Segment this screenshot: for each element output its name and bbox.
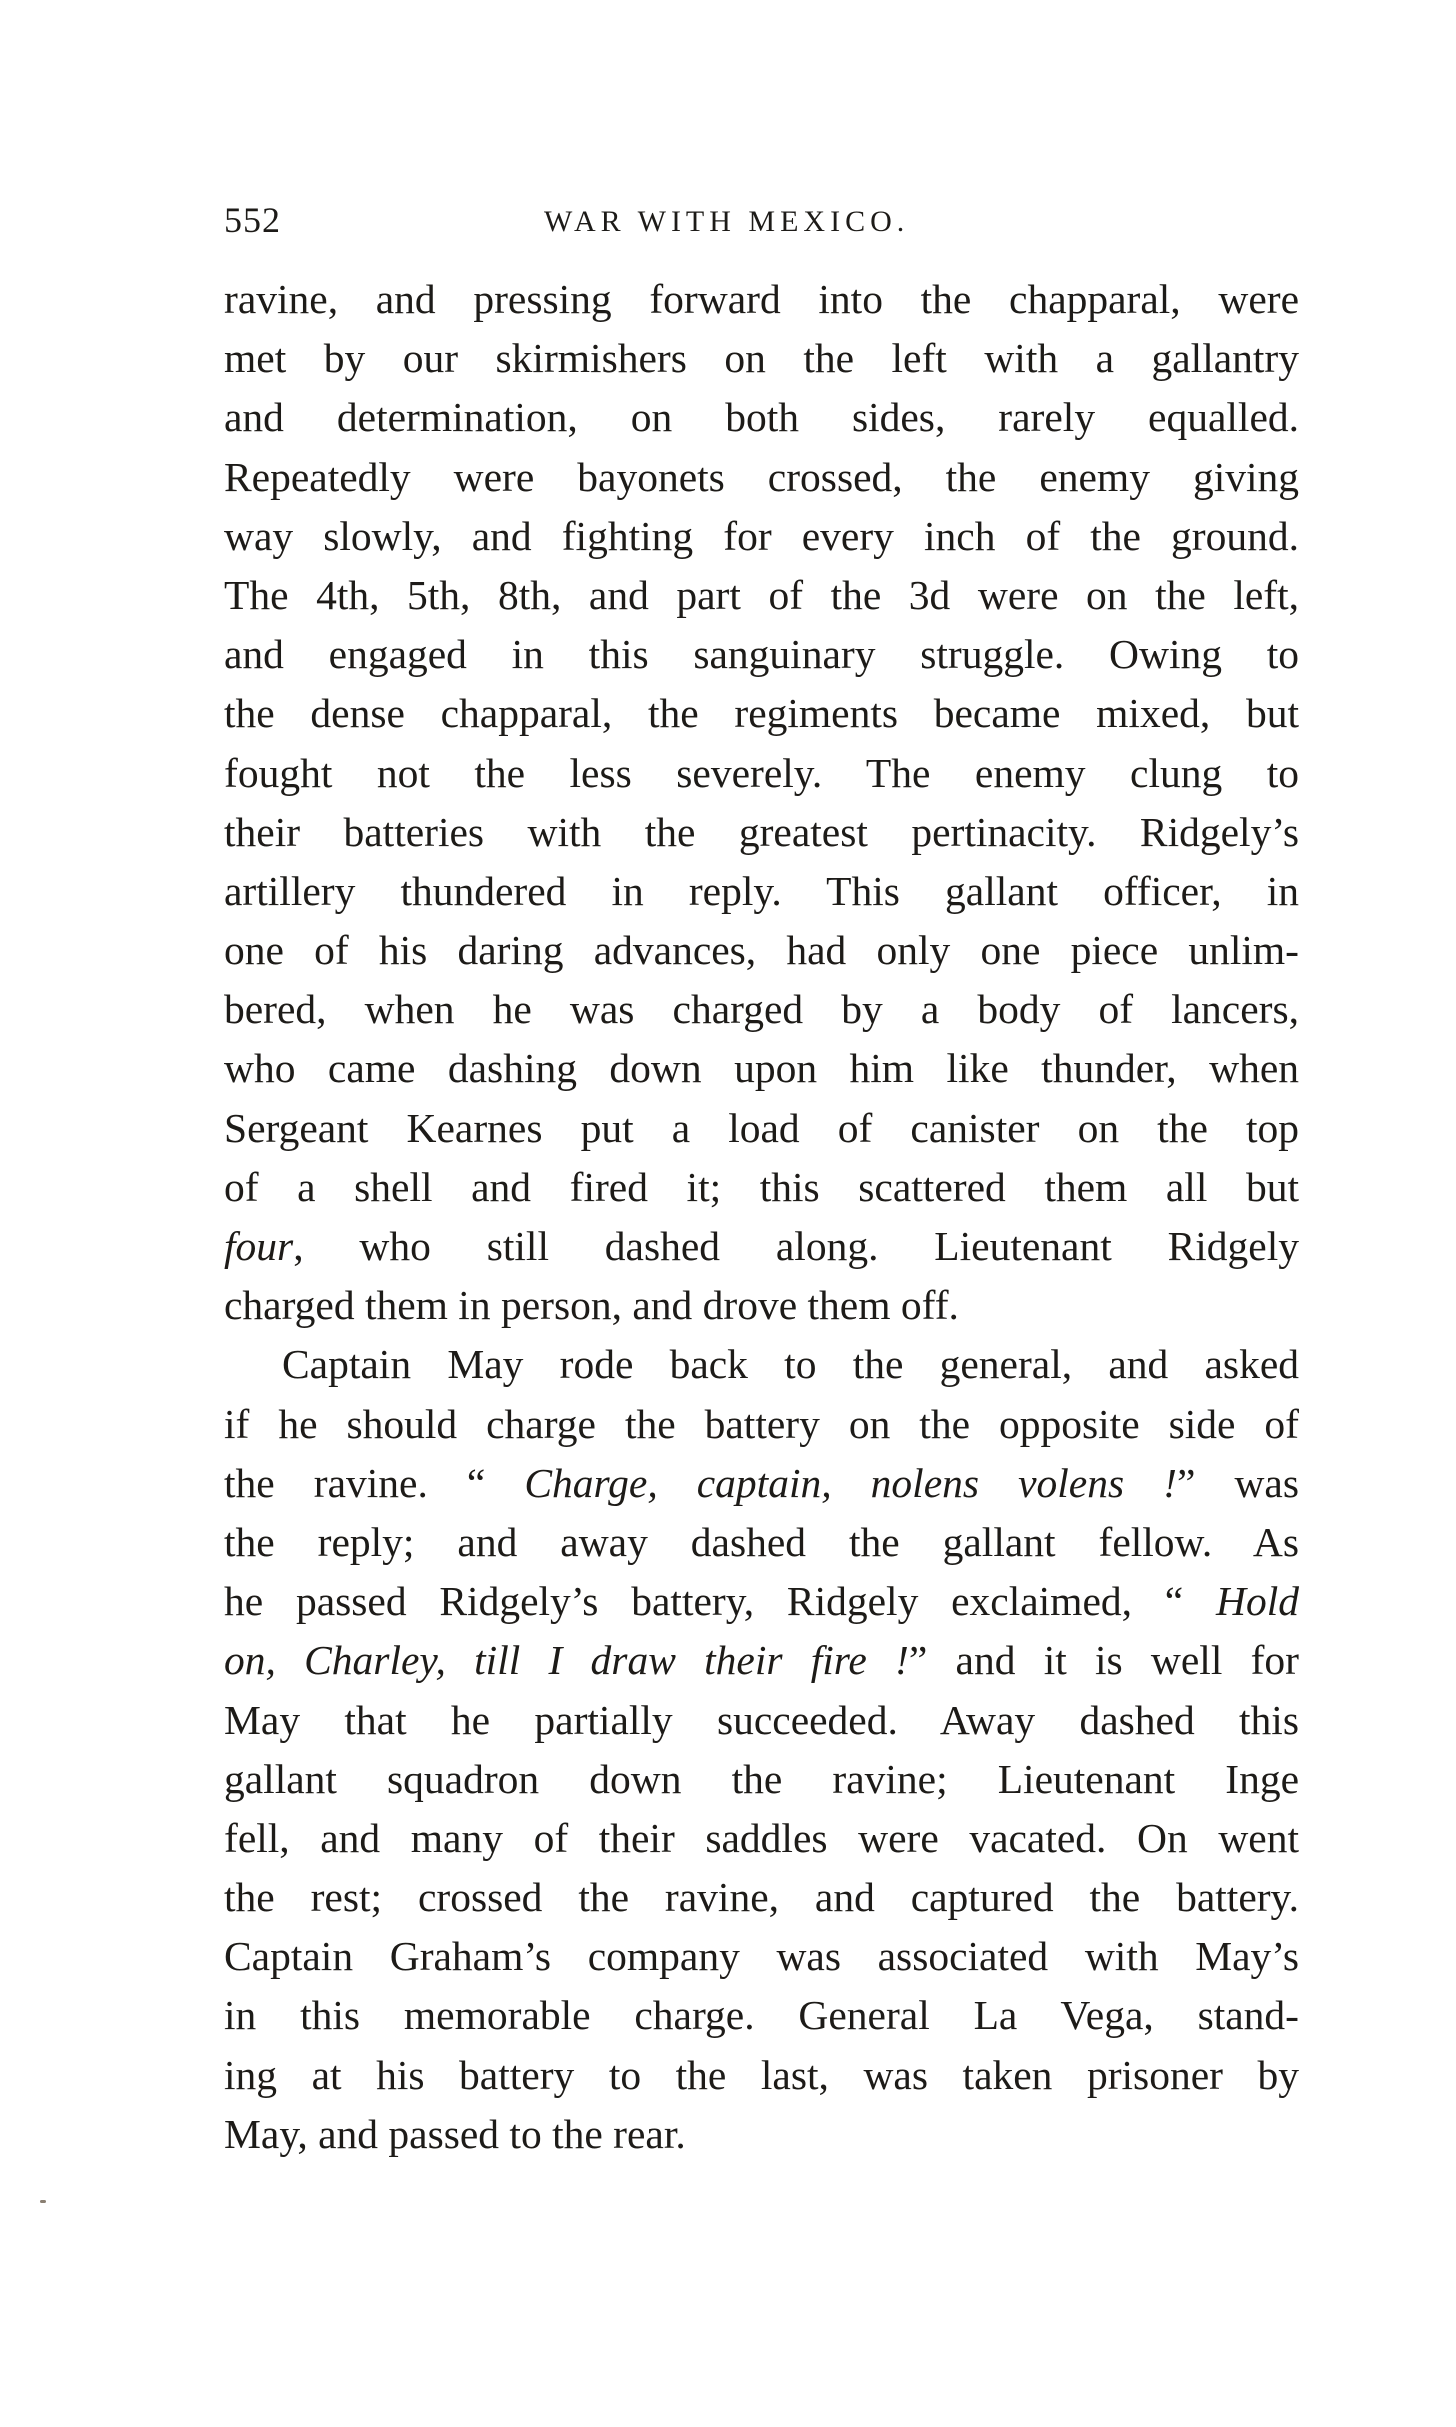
text-run: Captain May rode back to the general, and asked (282, 1341, 1299, 1388)
text-line (224, 2105, 1299, 2164)
text-line (224, 744, 1299, 803)
text-run: May that he partially succeeded. Away dashed this (224, 1696, 1299, 1743)
text-run: charged them in person, and drove them off. (224, 1282, 959, 1329)
text-line (224, 1039, 1299, 1098)
text-run: and determination, on both sides, rarely equalled. (224, 394, 1299, 441)
text-line (224, 980, 1299, 1039)
text-run: bered, when he was charged by a body of lancers, (224, 986, 1299, 1033)
text-line (224, 1691, 1299, 1750)
text-line (224, 388, 1299, 447)
text-run: if he should charge the battery on the opposite side of (224, 1400, 1299, 1447)
text-run: the ravine. “ (224, 1459, 525, 1506)
text-run: ing at his battery to the last, was taken prisoner by (224, 2051, 1299, 2098)
text-run: fought not the less severely. The enemy clung to (224, 749, 1299, 796)
text-line (224, 1868, 1299, 1927)
text-line (224, 2046, 1299, 2105)
text-run: Repeatedly were bayonets crossed, the enemy giving (224, 453, 1299, 500)
text-run: the reply; and away dashed the gallant fellow. As (224, 1518, 1299, 1565)
text-line (224, 862, 1299, 921)
text-line (224, 1158, 1299, 1217)
text-line (224, 270, 1299, 329)
running-head: WAR WITH MEXICO. (544, 205, 910, 238)
text-run: of a shell and fired it; this scattered them all but (224, 1163, 1299, 1210)
page-header (224, 196, 1299, 252)
text-run: Captain Graham’s company was associated with May’s (224, 1933, 1299, 1980)
italic-phrase: Hold (1216, 1578, 1299, 1625)
text-line (224, 1276, 1299, 1335)
text-run: , who still dashed along. Lieutenant Ridgely (293, 1223, 1299, 1269)
text-line (224, 448, 1299, 507)
text-run: in this memorable charge. General La Vega, stand- (224, 1992, 1299, 2039)
text-run: and engaged in this sanguinary struggle. Owing to (224, 631, 1299, 678)
text-line (224, 1927, 1299, 1986)
italic-phrase: Charge, captain, nolens volens ! (524, 1459, 1177, 1506)
text-run: ravine, and pressing forward into the chapparal, were (224, 276, 1299, 322)
text-run: the dense chapparal, the regiments became mixed, but (224, 690, 1299, 737)
text-line (224, 1217, 1299, 1276)
text-run: Sergeant Kearnes put a load of canister on the top (224, 1104, 1299, 1151)
text-line (224, 1099, 1299, 1158)
italic-phrase: four (224, 1223, 294, 1269)
text-run: artillery thundered in reply. This gallant officer, in (224, 867, 1299, 914)
text-line (224, 507, 1299, 566)
text-run: The 4th, 5th, 8th, and part of the 3d were on the left, (224, 571, 1299, 618)
text-line (224, 1750, 1299, 1809)
text-line (224, 1809, 1299, 1868)
page-number: 552 (224, 200, 281, 240)
text-line (224, 684, 1299, 743)
text-run: one of his daring advances, had only one piece unlim- (224, 927, 1299, 974)
text-line (224, 566, 1299, 625)
text-line (224, 803, 1299, 862)
text-line (224, 1395, 1299, 1454)
text-run: way slowly, and fighting for every inch of the ground. (224, 512, 1299, 559)
italic-phrase: on, Charley, till I draw their fire ! (224, 1637, 909, 1684)
text-line (224, 329, 1299, 388)
ink-speck (40, 2200, 46, 2203)
text-line (224, 625, 1299, 684)
text-line (224, 1335, 1299, 1394)
text-line (224, 921, 1299, 980)
text-run: ” was (1176, 1459, 1299, 1506)
text-line (224, 1572, 1299, 1631)
text-run: he passed Ridgely’s battery, Ridgely exclaimed, “ (224, 1578, 1216, 1625)
text-run: gallant squadron down the ravine; Lieutenant Inge (224, 1755, 1299, 1802)
text-line (224, 1986, 1299, 2045)
text-line (224, 1513, 1299, 1572)
text-line (224, 1454, 1299, 1513)
text-run: met by our skirmishers on the left with a gallantry (224, 335, 1299, 382)
text-run: who came dashing down upon him like thunder, when (224, 1045, 1299, 1092)
text-run: fell, and many of their saddles were vacated. On went (224, 1814, 1299, 1861)
text-run: ” and it is well for (908, 1637, 1299, 1684)
text-line (224, 1631, 1299, 1690)
text-run: the rest; crossed the ravine, and captured the battery. (224, 1874, 1299, 1921)
text-run: their batteries with the greatest pertinacity. Ridgely’s (224, 808, 1299, 855)
text-run: May, and passed to the rear. (224, 2110, 686, 2157)
body-text (224, 270, 1299, 2164)
